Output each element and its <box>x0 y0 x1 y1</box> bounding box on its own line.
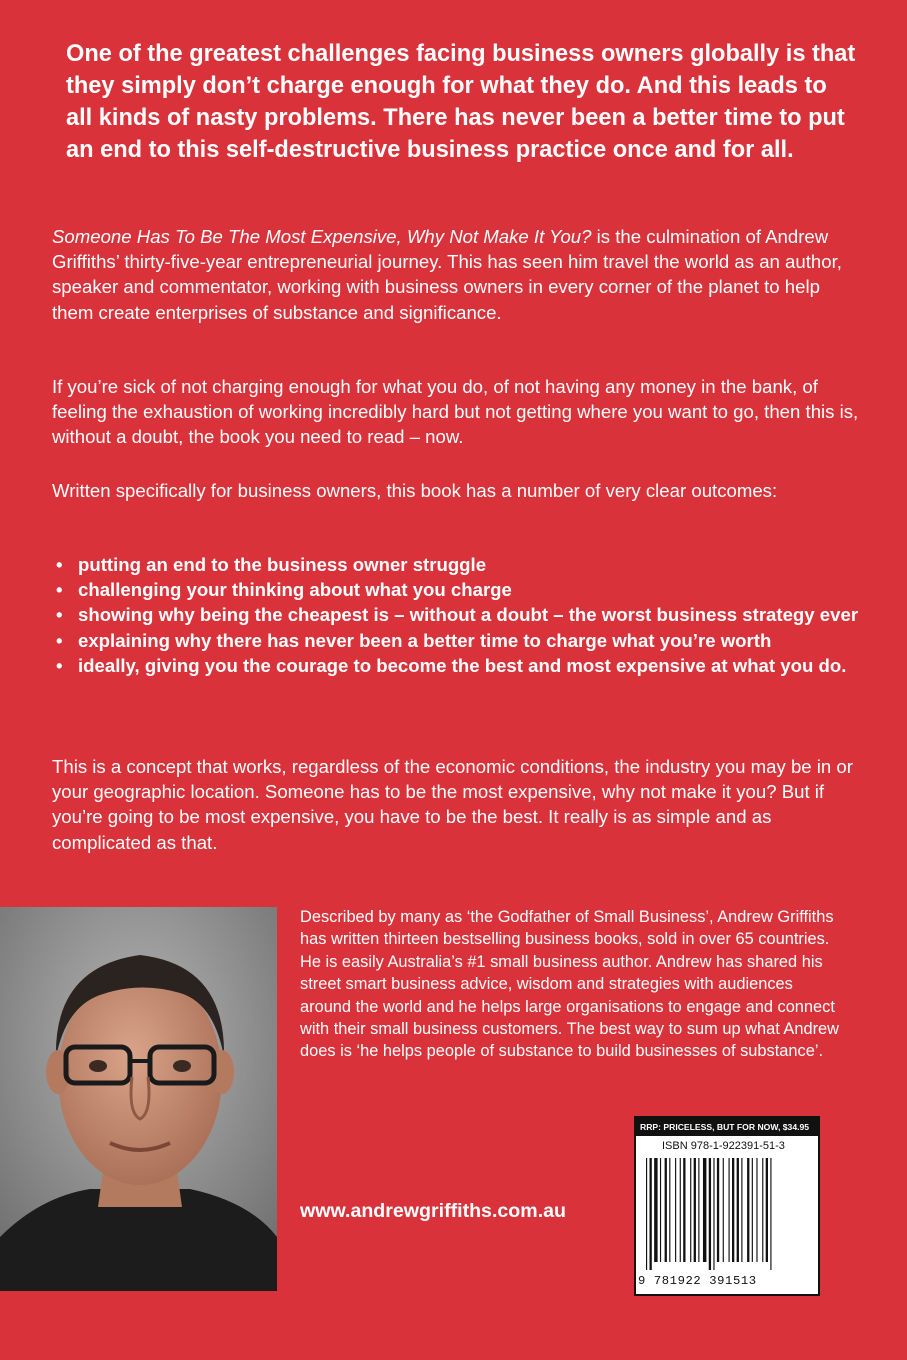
barcode-digits: 9 781922 391513 <box>638 1274 757 1288</box>
barcode-bar <box>680 1158 681 1262</box>
barcode-bar <box>741 1158 742 1262</box>
list-item: • showing why being the cheapest is – without a doubt – the worst business strategy ever <box>52 602 862 627</box>
list-item: • challenging your thinking about what you charge <box>52 577 862 602</box>
intro-paragraph <box>52 224 862 325</box>
paragraph-4: This is a concept that works, regardless of the economic conditions, the industry you may be in or your geographic location. Someone has to be the most expensive, why not make it you? But if you’re going to be most expensive, you have to be the best. It really is as simple and as complicated as that. <box>52 756 853 853</box>
bullet-icon: • <box>56 654 63 676</box>
barcode-bar <box>654 1158 657 1262</box>
barcode-bar <box>723 1158 724 1262</box>
barcode-icon <box>642 1158 812 1272</box>
barcode-bar <box>650 1158 652 1270</box>
list-item: • putting an end to the business owner struggle <box>52 552 862 577</box>
author-bio: Described by many as ‘the Godfather of Small Business’, Andrew Griffiths has written thirteen bestselling business books, sold in over 65 countries. He is easily Australia’s #1 small business author. Andrew has shared his street smart business advice, wisdom and strategies with audiences around the world and he helps large organisations to engage and connect with their small business customers. The best way to sum up what Andrew does is ‘he helps people of substance to build businesses of substance’. <box>300 908 840 1061</box>
website-link[interactable]: www.andrewgriffiths.com.au <box>300 1200 566 1222</box>
barcode-bar <box>713 1158 714 1270</box>
bullet-icon: • <box>56 629 63 651</box>
barcode-bar <box>669 1158 670 1262</box>
headline: One of the greatest challenges facing business owners globally is that they simply don’t charge enough for what they do. And this leads to all kinds of nasty problems. There has never been a better time to put an end to this self-destructive business practice once and for all. <box>66 41 856 163</box>
barcode-bar <box>703 1158 706 1262</box>
barcode-bar <box>717 1158 719 1262</box>
barcode-bar <box>762 1158 763 1262</box>
barcode-bar <box>694 1158 696 1262</box>
paragraph-3: Written specifically for business owners, this book has a number of very clear outcomes: <box>52 480 778 501</box>
barcode-bar <box>756 1158 757 1262</box>
bullet-icon: • <box>56 604 63 626</box>
outcomes-list <box>52 552 862 678</box>
barcode-bar <box>732 1158 734 1262</box>
barcode-bar <box>646 1158 647 1270</box>
intro-text: is the culmination of Andrew Griffiths’ thirty-five-year entrepreneurial journey. This has seen him travel the world as an author, speaker and commentator, working with business owners in every corner of the planet to help them create enterprises of substance and significance. <box>52 226 842 323</box>
book-title: Someone Has To Be The Most Expensive, Why Not Make It You? <box>52 226 592 247</box>
barcode-bar <box>709 1158 711 1270</box>
list-item: • explaining why there has never been a better time to charge what you’re worth <box>52 628 862 653</box>
barcode-bar <box>766 1158 768 1262</box>
barcode-bar <box>770 1158 771 1270</box>
barcode-bar <box>737 1158 739 1262</box>
barcode-bar <box>698 1158 699 1262</box>
barcode-bar <box>660 1158 661 1262</box>
barcode-label <box>634 1116 820 1296</box>
barcode-bar <box>747 1158 749 1262</box>
paragraph-2: If you’re sick of not charging enough for what you do, of not having any money in the bank, of feeling the exhaustion of working incredibly hard but not getting where you want to go, then this is, without a doubt, the book you need to read – now. <box>52 376 859 448</box>
isbn-number: ISBN 978-1-922391-51-3 <box>662 1140 785 1152</box>
rrp-price: RRP: PRICELESS, BUT FOR NOW, $34.95 <box>636 1118 818 1136</box>
author-portrait-icon <box>0 907 277 1291</box>
barcode-bar <box>729 1158 730 1262</box>
author-photo <box>0 907 277 1291</box>
barcode-bar <box>675 1158 676 1262</box>
barcode-bar <box>683 1158 685 1262</box>
list-item: • ideally, giving you the courage to become the best and most expensive at what you do. <box>52 653 862 678</box>
barcode-bar <box>752 1158 753 1262</box>
barcode-bar <box>665 1158 667 1262</box>
bullet-icon: • <box>56 579 63 601</box>
barcode-bar <box>690 1158 691 1262</box>
bullet-icon: • <box>56 554 63 575</box>
